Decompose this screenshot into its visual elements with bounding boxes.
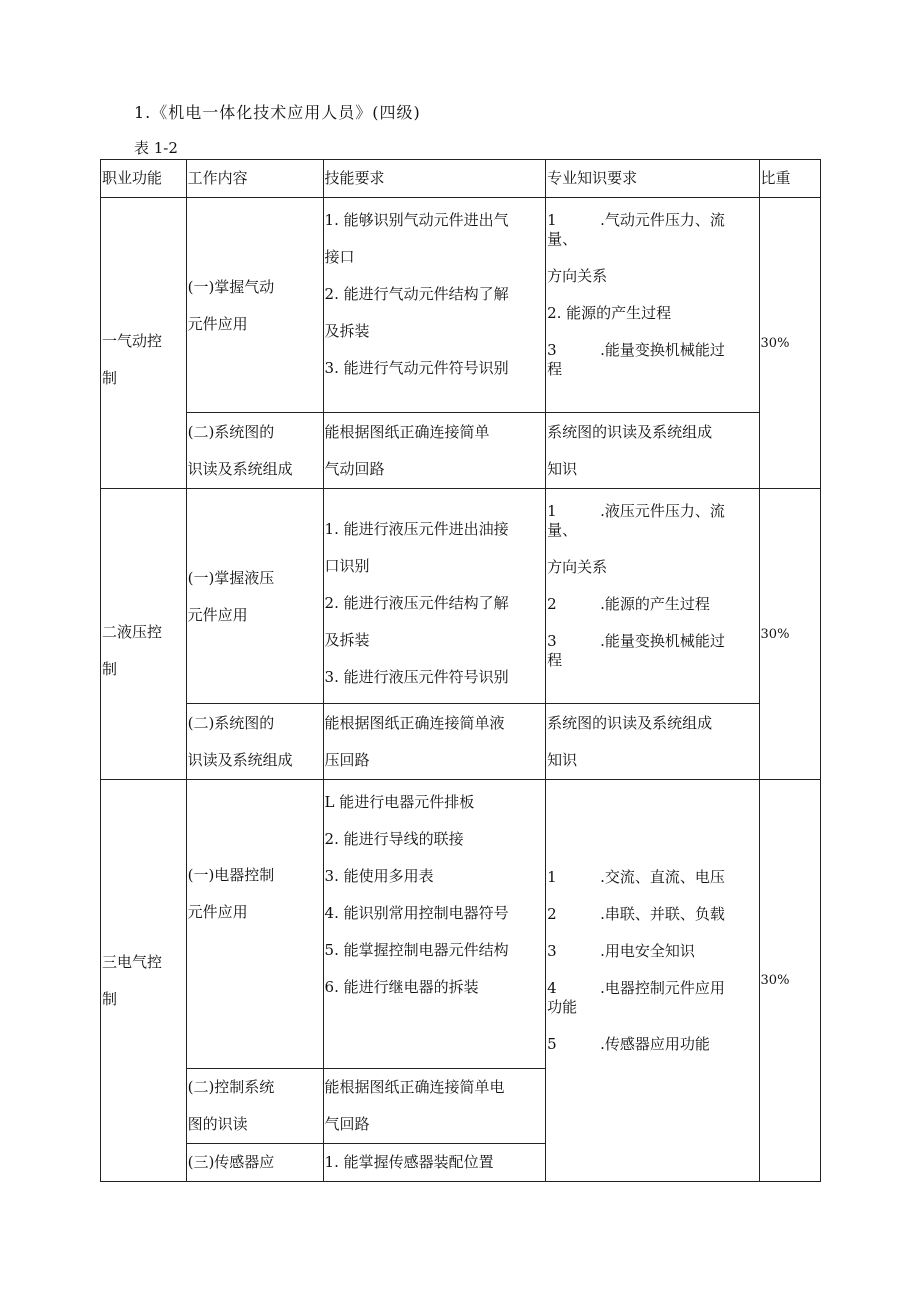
skills-cell: 能根据图纸正确连接简单电 气回路 — [323, 1069, 546, 1144]
function-cell: 一气动控 制 — [101, 198, 187, 489]
document-heading: 1.《机电一体化技术应用人员》(四级) — [134, 103, 421, 122]
table-header-row — [101, 160, 821, 198]
table-row — [101, 198, 821, 413]
skills-cell: 1. 能掌握传感器装配位置 — [323, 1144, 546, 1182]
function-cell: 三电气控 制 — [101, 780, 187, 1182]
table-row — [101, 780, 821, 1069]
content-cell: (一)掌握气动 元件应用 — [186, 198, 323, 413]
skills-cell: 能根据图纸正确连接简单 气动回路 — [323, 413, 546, 489]
weight-cell: 30% — [759, 489, 820, 780]
skills-cell: 1. 能够识别气动元件进出气 接口 2. 能进行气动元件结构了解 及拆装 3. 能进行气动元件符号识别 — [323, 198, 546, 413]
content-cell: (一)掌握液压 元件应用 — [186, 489, 323, 704]
content-cell: (二)系统图的 识读及系统组成 — [186, 704, 323, 780]
header-skills: 技能要求 — [323, 160, 546, 198]
knowledge-cell: 系统图的识读及系统组成 知识 — [546, 413, 759, 489]
skills-cell: L 能进行电器元件排板 2. 能进行导线的联接 3. 能使用多用表 4. 能识别常用控制电器符号 5. 能掌握控制电器元件结构 6. 能进行继电器的拆装 — [323, 780, 546, 1069]
header-function: 职业功能 — [101, 160, 187, 198]
knowledge-cell: 1 .交流、直流、电压 2 .串联、并联、负载 3 .用电安全知识 4 .电器控制元件应用 功能 5 .传感器应用功能 — [546, 780, 759, 1182]
skills-cell: 能根据图纸正确连接简单液 压回路 — [323, 704, 546, 780]
table-row — [101, 704, 821, 780]
knowledge-cell: 1 .气动元件压力、流 量、 方向关系 2. 能源的产生过程 3 .能量变换机械能过 程 — [546, 198, 759, 413]
content-cell: (二)系统图的 识读及系统组成 — [186, 413, 323, 489]
knowledge-cell: 1 .液压元件压力、流 量、 方向关系 2 .能源的产生过程 3 .能量变换机械能过 程 — [546, 489, 759, 704]
knowledge-cell: 系统图的识读及系统组成 知识 — [546, 704, 759, 780]
content-cell: (三)传感器应 — [186, 1144, 323, 1182]
content-cell: (一)电器控制 元件应用 — [186, 780, 323, 1069]
content-cell: (二)控制系统 图的识读 — [186, 1069, 323, 1144]
table-row — [101, 413, 821, 489]
table-row — [101, 489, 821, 704]
function-cell: 二液压控 制 — [101, 489, 187, 780]
header-content: 工作内容 — [186, 160, 323, 198]
header-knowledge: 专业知识要求 — [546, 160, 759, 198]
skills-cell: 1. 能进行液压元件进出油接 口识别 2. 能进行液压元件结构了解 及拆装 3. 能进行液压元件符号识别 — [323, 489, 546, 704]
weight-cell: 30% — [759, 198, 820, 489]
header-weight: 比重 — [759, 160, 820, 198]
weight-cell: 30% — [759, 780, 820, 1182]
table-caption: 表 1-2 — [134, 139, 178, 157]
skills-table — [100, 159, 821, 1182]
